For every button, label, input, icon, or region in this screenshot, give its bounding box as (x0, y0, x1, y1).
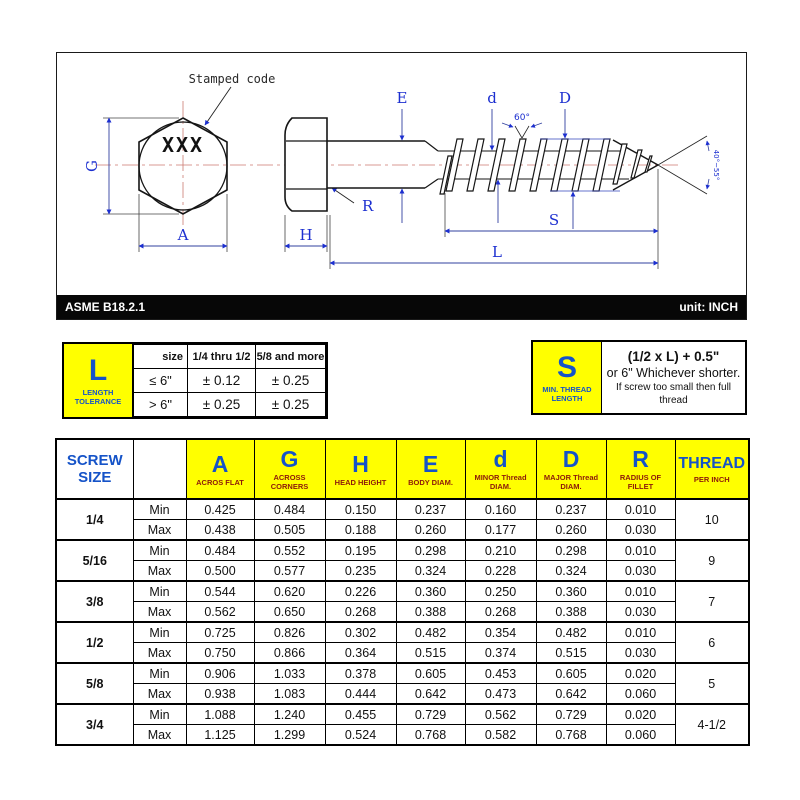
tolerance-value: ± 0.25 (256, 393, 326, 417)
screw-drawing (57, 53, 745, 294)
spec-value: 0.060 (606, 684, 675, 705)
spec-value: 1.033 (254, 663, 325, 684)
dim-label-L: L (492, 243, 502, 261)
spec-value: 1.240 (254, 704, 325, 725)
min-thread-rule (602, 342, 745, 413)
screw-size-cell: 1/2 (56, 622, 133, 663)
col-header-E: E BODY DIAM. (396, 439, 465, 499)
spec-value: 0.729 (536, 704, 606, 725)
col-header-H: H HEAD HEIGHT (325, 439, 396, 499)
spec-value: 0.374 (465, 643, 536, 664)
spec-value: 0.768 (396, 725, 465, 746)
spec-value: 0.388 (396, 602, 465, 623)
spec-value: 0.360 (396, 581, 465, 602)
spec-value: 0.150 (325, 499, 396, 520)
thread-profile (327, 139, 658, 194)
max-label: Max (133, 602, 186, 623)
spec-value: 0.515 (396, 643, 465, 664)
spec-value: 0.484 (254, 499, 325, 520)
standard-bar (57, 295, 746, 319)
table-row (56, 725, 749, 746)
table-row (134, 345, 326, 369)
spec-value: 0.562 (186, 602, 254, 623)
spec-value: 0.237 (536, 499, 606, 520)
spec-value: 0.324 (536, 561, 606, 582)
col-header-D: D MAJOR Thread DIAM. (536, 439, 606, 499)
spec-value: 0.010 (606, 540, 675, 561)
thread-length-formula: (1/2 x L) + 0.5" (627, 349, 720, 364)
dim-label-S: S (548, 211, 560, 229)
dim-label-G: G (83, 160, 101, 172)
col-header-d: d MINOR Thread DIAM. (465, 439, 536, 499)
thread-per-inch-cell: 6 (675, 622, 749, 663)
length-tolerance-symbol-cell (64, 344, 133, 417)
table-row (56, 684, 749, 705)
spec-value: 0.010 (606, 581, 675, 602)
thread-per-inch-cell: 10 (675, 499, 749, 540)
spec-value: 1.083 (254, 684, 325, 705)
col-header-G: G ACROSS CORNERS (254, 439, 325, 499)
table-row (56, 663, 749, 684)
thread-length-alternative: or 6" Whichever shorter. (606, 366, 741, 380)
stamped-code-leader (205, 87, 231, 125)
min-label: Min (133, 540, 186, 561)
thread-per-inch-cell: 4-1/2 (675, 704, 749, 745)
thread-length-note: If screw too small then full thread (615, 382, 732, 406)
dim-S (445, 169, 658, 269)
thread-angle-label: 60° (514, 113, 530, 123)
table-row (56, 581, 749, 602)
table-row (134, 393, 326, 417)
length-tolerance-grid (133, 344, 326, 417)
spec-value: 0.010 (606, 499, 675, 520)
thread-angle-annotation (502, 113, 542, 138)
length-tolerance-caption: LENGTH TOLERANCE (74, 387, 122, 406)
thread-per-inch-cell: 5 (675, 663, 749, 704)
min-label: Min (133, 499, 186, 520)
screw-size-cell: 5/16 (56, 540, 133, 581)
table-row (56, 561, 749, 582)
spec-value: 0.544 (186, 581, 254, 602)
spec-value: 0.938 (186, 684, 254, 705)
spec-value: 0.324 (396, 561, 465, 582)
min-thread-caption: MIN. THREAD LENGTH (542, 384, 592, 403)
table-row (56, 499, 749, 520)
spec-value: 0.378 (325, 663, 396, 684)
spec-value: 0.235 (325, 561, 396, 582)
spec-value: 0.524 (325, 725, 396, 746)
spec-value: 0.552 (254, 540, 325, 561)
spec-value: 0.484 (186, 540, 254, 561)
spec-value: 0.438 (186, 520, 254, 541)
spec-header-row (56, 439, 749, 499)
table-row (56, 643, 749, 664)
spec-value: 0.473 (465, 684, 536, 705)
spec-value: 0.177 (465, 520, 536, 541)
screw-size-cell: 3/4 (56, 704, 133, 745)
dim-label-H: H (299, 226, 313, 244)
dim-label-D: D (558, 89, 572, 107)
drawing-panel (56, 52, 747, 320)
spec-value: 0.020 (606, 704, 675, 725)
screw-size-cell: 3/8 (56, 581, 133, 622)
spec-value: 0.826 (254, 622, 325, 643)
screw-size-cell: 5/8 (56, 663, 133, 704)
spec-value: 0.500 (186, 561, 254, 582)
spec-value: 0.020 (606, 663, 675, 684)
spec-value: 0.237 (396, 499, 465, 520)
range-header: 1/4 thru 1/2 (188, 345, 256, 369)
spec-value: 0.226 (325, 581, 396, 602)
spec-value: 0.250 (465, 581, 536, 602)
spec-value: 0.729 (396, 704, 465, 725)
spec-value: 0.030 (606, 643, 675, 664)
spec-value: 0.725 (186, 622, 254, 643)
standard-label: ASME B18.2.1 (65, 300, 146, 314)
dim-R (332, 188, 374, 215)
centerlines (95, 101, 681, 231)
spec-value: 0.228 (465, 561, 536, 582)
table-row (134, 369, 326, 393)
screw-size-cell: 1/4 (56, 499, 133, 540)
col-header-R: R RADIUS OF FILLET (606, 439, 675, 499)
spec-value: 0.360 (536, 581, 606, 602)
spec-value: 0.620 (254, 581, 325, 602)
length-tolerance-table (62, 342, 328, 419)
table-row (56, 540, 749, 561)
table-row (56, 520, 749, 541)
head-side-view (285, 118, 327, 211)
spec-value: 0.455 (325, 704, 396, 725)
spec-value: 0.650 (254, 602, 325, 623)
dim-H (285, 215, 327, 252)
size-condition: ≤ 6" (134, 369, 188, 393)
max-label: Max (133, 684, 186, 705)
min-thread-table (531, 340, 747, 415)
spec-value: 1.125 (186, 725, 254, 746)
max-label: Max (133, 520, 186, 541)
spec-value: 1.299 (254, 725, 325, 746)
min-label: Min (133, 663, 186, 684)
min-thread-symbol-cell (533, 342, 602, 413)
table-row (56, 622, 749, 643)
dim-label-A: A (177, 226, 189, 244)
symbol-S: S (556, 350, 577, 384)
tolerance-value: ± 0.25 (188, 393, 256, 417)
tolerance-value: ± 0.25 (256, 369, 326, 393)
col-header-A: A ACROS FLAT (186, 439, 254, 499)
spec-value: 0.160 (465, 499, 536, 520)
spec-value: 0.354 (465, 622, 536, 643)
spec-value: 0.030 (606, 561, 675, 582)
spec-value: 0.482 (536, 622, 606, 643)
min-label: Min (133, 622, 186, 643)
spec-value: 0.482 (396, 622, 465, 643)
spec-value: 0.515 (536, 643, 606, 664)
spec-value: 0.768 (536, 725, 606, 746)
spec-value: 0.866 (254, 643, 325, 664)
spec-value: 0.268 (325, 602, 396, 623)
max-label: Max (133, 643, 186, 664)
spec-value: 0.906 (186, 663, 254, 684)
thread-per-inch-cell: 9 (675, 540, 749, 581)
max-label: Max (133, 725, 186, 746)
spec-value: 0.210 (465, 540, 536, 561)
spec-value: 0.388 (536, 602, 606, 623)
table-row (56, 602, 749, 623)
spec-value: 0.298 (396, 540, 465, 561)
stamp-text: XXX (161, 133, 205, 157)
dim-E (397, 89, 408, 223)
spec-value: 0.195 (325, 540, 396, 561)
dim-label-R: R (362, 197, 374, 215)
minmax-header (133, 439, 186, 499)
tolerance-value: ± 0.12 (188, 369, 256, 393)
size-header: size (134, 345, 188, 369)
symbol-L: L (88, 353, 108, 387)
spec-value: 0.577 (254, 561, 325, 582)
spec-value: 1.088 (186, 704, 254, 725)
thread-per-inch-cell: 7 (675, 581, 749, 622)
spec-value: 0.425 (186, 499, 254, 520)
dim-label-E: E (396, 89, 408, 107)
spec-value: 0.364 (325, 643, 396, 664)
spec-value: 0.302 (325, 622, 396, 643)
spec-value: 0.268 (465, 602, 536, 623)
spec-value: 0.060 (606, 725, 675, 746)
spec-value: 0.260 (396, 520, 465, 541)
spec-value: 0.010 (606, 622, 675, 643)
spec-value: 0.642 (536, 684, 606, 705)
tip-angle-label: 40°~55° (712, 149, 720, 181)
spec-value: 0.030 (606, 602, 675, 623)
spec-value: 0.605 (536, 663, 606, 684)
spec-value: 0.260 (536, 520, 606, 541)
unit-label: unit: INCH (679, 300, 738, 314)
spec-value: 0.444 (325, 684, 396, 705)
spec-value: 0.750 (186, 643, 254, 664)
spec-value: 0.582 (465, 725, 536, 746)
spec-value: 0.605 (396, 663, 465, 684)
min-label: Min (133, 581, 186, 602)
col-header-thread: THREAD PER INCH (675, 439, 749, 499)
screw-size-header: SCREW SIZE (56, 439, 133, 499)
spec-value: 0.505 (254, 520, 325, 541)
max-label: Max (133, 561, 186, 582)
spec-value: 0.453 (465, 663, 536, 684)
dim-L (330, 215, 658, 269)
spec-value: 0.030 (606, 520, 675, 541)
spec-value: 0.642 (396, 684, 465, 705)
dim-label-d: d (487, 89, 497, 107)
screw-spec-table (55, 438, 750, 746)
size-condition: > 6" (134, 393, 188, 417)
spec-value: 0.562 (465, 704, 536, 725)
spec-value: 0.298 (536, 540, 606, 561)
min-label: Min (133, 704, 186, 725)
range-header: 5/8 and more (256, 345, 326, 369)
table-row (56, 704, 749, 725)
stamped-code-label: Stamped code (188, 72, 276, 86)
spec-value: 0.188 (325, 520, 396, 541)
